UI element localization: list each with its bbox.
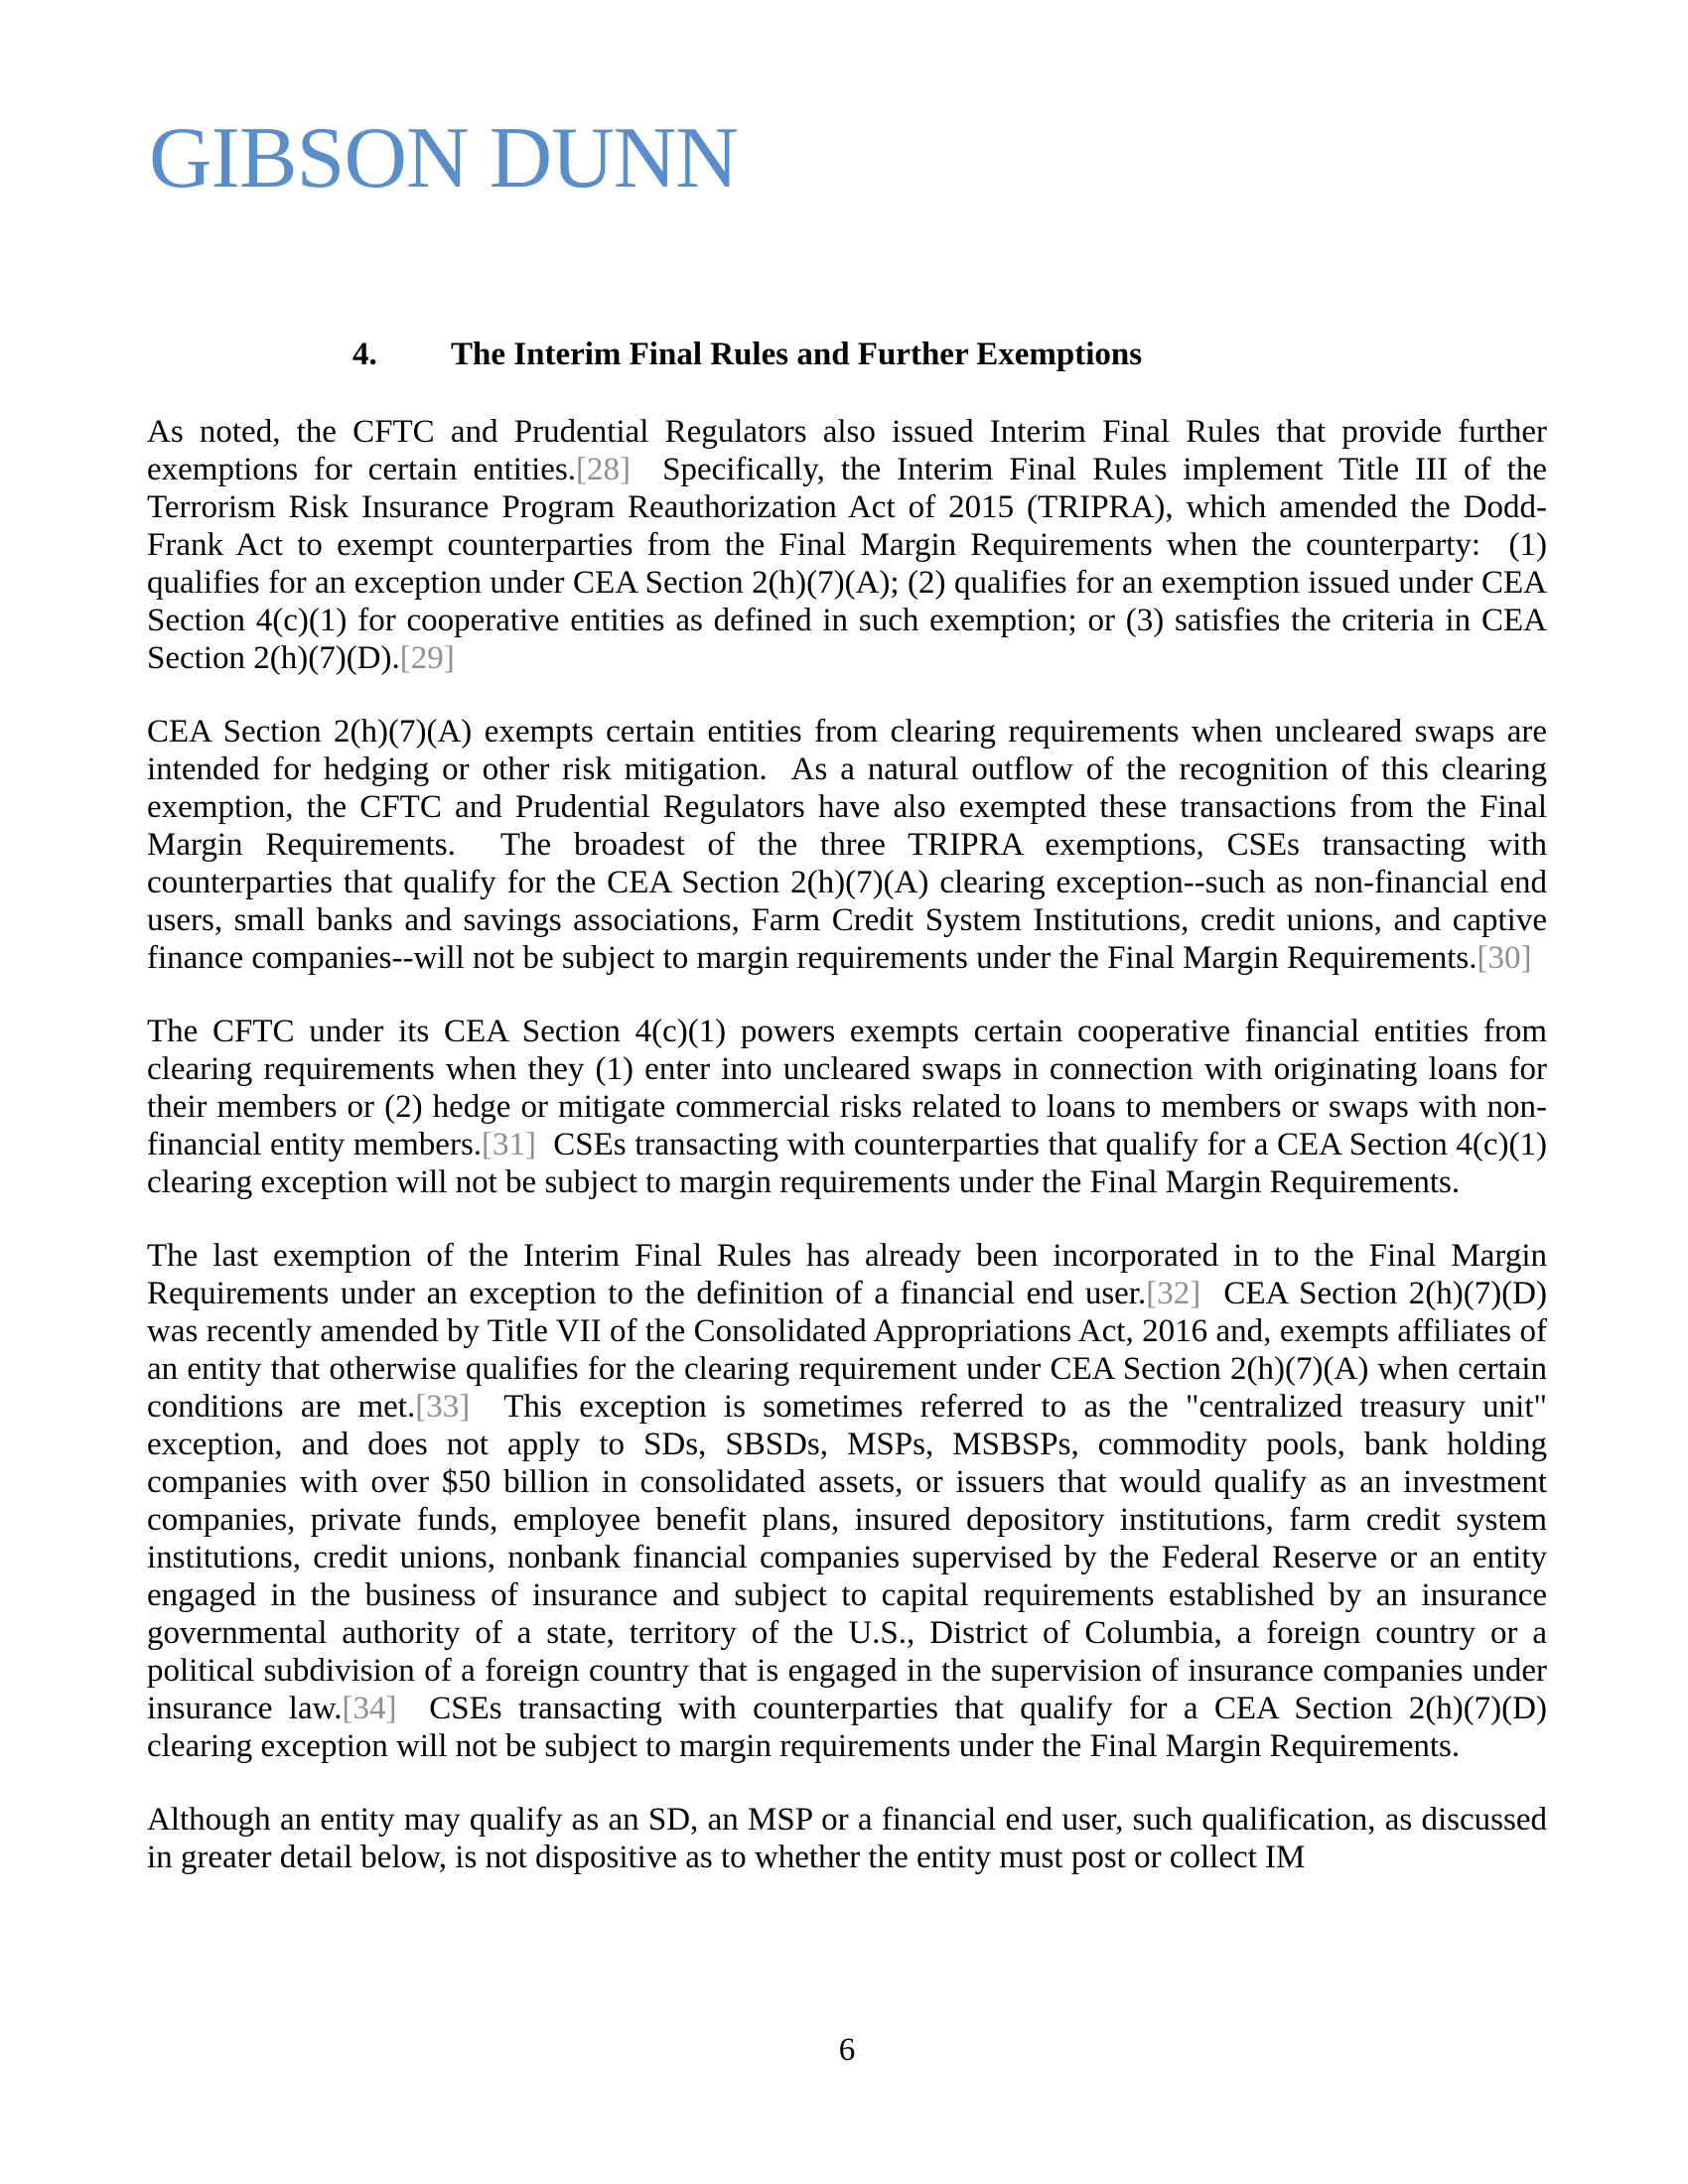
- firm-logo: GIBSON DUNN: [149, 110, 738, 206]
- document-body: [147, 336, 1547, 1912]
- section-heading: [352, 336, 1547, 373]
- footnote-ref[interactable]: [30]: [1477, 940, 1532, 976]
- footnote-ref[interactable]: [32]: [1146, 1276, 1201, 1311]
- paragraph: [147, 1013, 1547, 1201]
- page-number: 6: [838, 2032, 856, 2068]
- text-run: CSEs transacting with counterparties that qualify for a CEA Section 2(h)(7)(D) clearing exception will not be subject to margin requirements under the Final Margin Requirements.: [147, 1691, 1547, 1764]
- text-run: As noted, the CFTC and Prudential Regulators also issued Interim Final Rules that provide further exemptions for certain entities.: [147, 414, 1547, 487]
- footnote-ref[interactable]: [31]: [482, 1127, 537, 1162]
- footnote-ref[interactable]: [34]: [342, 1691, 397, 1726]
- text-run: Specifically, the Interim Final Rules implement Title III of the Terrorism Risk Insurance Program Reauthorization Act of 2015 (TRIPRA), which amended the Dodd-Frank Act to exempt counterparties from the Final Margin Requirements when the counterparty: (1) qualifies for an exception under CEA Section 2(h)(7)(A); (2) qualifies for an exemption issued under CEA Section 4(c)(1) for cooperative entities as defined in such exemption; or (3) satisfies the criteria in CEA Section 2(h)(7)(D).: [147, 452, 1547, 676]
- paragraph: [147, 1801, 1547, 1876]
- text-run: The CFTC under its CEA Section 4(c)(1) powers exempts certain cooperative financial entities from clearing requirements when they (1) enter into uncleared swaps in connection with originating loans for their members or (2) hedge or mitigate commercial risks related to loans to members or swaps with non-financial entity members.: [147, 1014, 1547, 1162]
- paragraphs: [147, 413, 1547, 1876]
- paragraph: [147, 413, 1547, 677]
- text-run: This exception is sometimes referred to as the "centralized treasury unit" exception, and does not apply to SDs, SBSDs, MSPs, MSBSPs, commodity pools, bank holding companies with over $50 billion in consolidated assets, or issuers that would qualify as an investment companies, private funds, employee benefit plans, insured depository institutions, farm credit system institutions, credit unions, nonbank financial companies supervised by the Federal Reserve or an entity engaged in the business of insurance and subject to capital requirements established by an insurance governmental authority of a state, territory of the U.S., District of Columbia, a foreign country or a political subdivision of a foreign country that is engaged in the supervision of insurance companies under insurance law.: [147, 1389, 1547, 1726]
- text-run: The last exemption of the Interim Final Rules has already been incorporated in to the Final Margin Requirements under an exception to the definition of a financial end user.: [147, 1238, 1547, 1311]
- footnote-ref[interactable]: [29]: [399, 640, 455, 676]
- text-run: CSEs transacting with counterparties that qualify for a CEA Section 4(c)(1) clearing exception will not be subject to margin requirements under the Final Margin Requirements.: [147, 1127, 1547, 1200]
- text-run: CEA Section 2(h)(7)(D) was recently amended by Title VII of the Consolidated Appropriations Act, 2016 and, exempts affiliates of an entity that otherwise qualifies for the clearing requirement under CEA Section 2(h)(7)(A) when certain conditions are met.: [147, 1276, 1547, 1425]
- paragraph: [147, 1237, 1547, 1765]
- paragraph: [147, 713, 1547, 977]
- text-run: CEA Section 2(h)(7)(A) exempts certain entities from clearing requirements when uncleared swaps are intended for hedging or other risk mitigation. As a natural outflow of the recognition of this clearing exemption, the CFTC and Prudential Regulators have also exempted these transactions from the Final Margin Requirements. The broadest of the three TRIPRA exemptions, CSEs transacting with counterparties that qualify for the CEA Section 2(h)(7)(A) clearing exception--such as non-financial end users, small banks and savings associations, Farm Credit System Institutions, credit unions, and captive finance companies--will not be subject to margin requirements under the Final Margin Requirements.: [147, 714, 1547, 976]
- text-run: Although an entity may qualify as an SD, an MSP or a financial end user, such qualification, as discussed in greater detail below, is not dispositive as to whether the entity must post or collect IM: [147, 1802, 1547, 1875]
- section-title: The Interim Final Rules and Further Exemptions: [451, 337, 1143, 372]
- section-number: 4.: [352, 337, 377, 372]
- footnote-ref[interactable]: [28]: [576, 452, 632, 487]
- footnote-ref[interactable]: [33]: [415, 1389, 471, 1425]
